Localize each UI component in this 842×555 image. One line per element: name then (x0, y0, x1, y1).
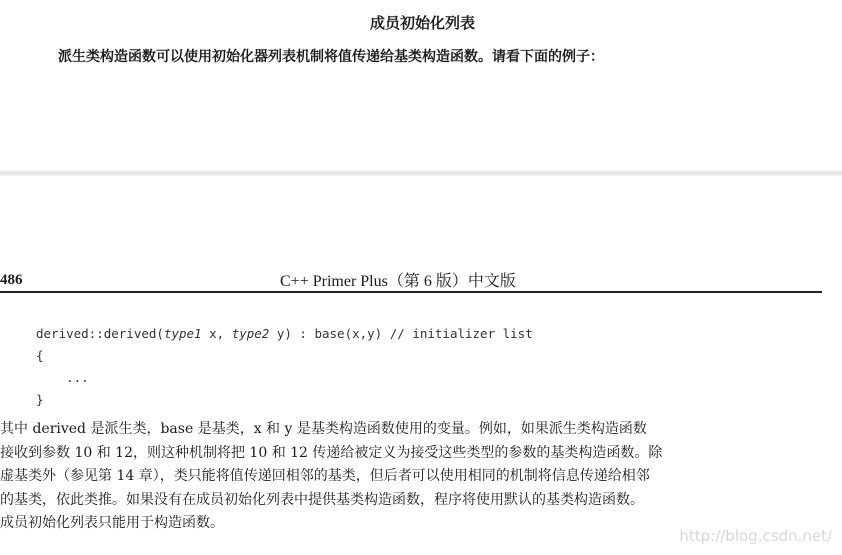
code-line: derived::derived(type1 x, type2 y) : base(x,y) // initializer list (36, 326, 533, 341)
page-number: 486 (0, 272, 23, 288)
header-rule (0, 291, 822, 293)
paragraph-line: 接收到参数 10 和 12，则这种机制将把 10 和 12 传递给被定义为接受这些类型的参数的基类构造函数。除 (0, 444, 663, 461)
watermark: http://blog.csdn.net/ (679, 527, 832, 545)
paragraph-line: 其中 derived 是派生类，base 是基类，x 和 y 是基类构造函数使用的变量。例如，如果派生类构造函数 (0, 421, 647, 437)
paragraph-line: 成员初始化列表只能用于构造函数。 (0, 515, 224, 531)
section-separator (0, 170, 842, 176)
paragraph-line: 虚基类外（参见第 14 章），类只能将值传递回相邻的基类，但后者可以使用相同的机制将信息传递给相邻 (0, 468, 650, 484)
paragraph-line: 的基类，依此类推。如果没有在成员初始化列表中提供基类构造函数，程序将使用默认的基类构造函数。 (0, 491, 644, 508)
running-header: C++ Primer Plus（第 6 版）中文版 (280, 273, 516, 290)
code-block (36, 323, 533, 411)
code-line: { (36, 348, 44, 363)
top-section (0, 0, 842, 170)
code-line: } (36, 392, 44, 407)
code-line: ... (36, 370, 89, 385)
body-paragraph (0, 418, 822, 536)
section-title: 成员初始化列表 (370, 14, 476, 32)
intro-text: 派生类构造函数可以使用初始化器列表机制将值传递给基类构造函数。请看下面的例子： (58, 49, 604, 65)
